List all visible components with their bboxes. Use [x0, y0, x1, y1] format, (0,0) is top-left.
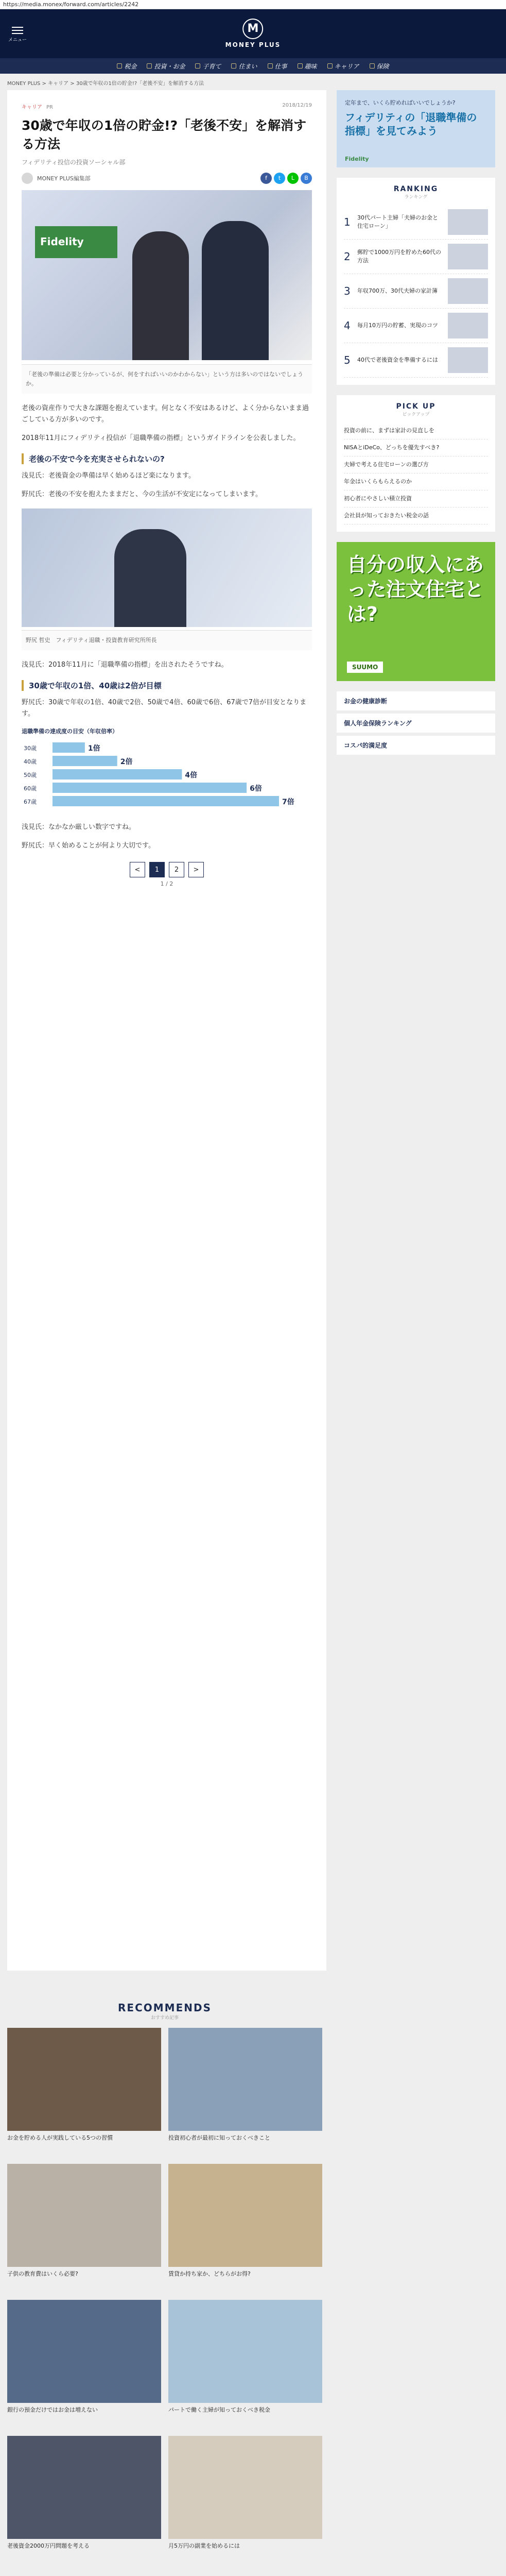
share-buttons [260, 173, 312, 184]
category-icon [117, 63, 122, 69]
category-icon [327, 63, 333, 69]
pickup-item[interactable]: 会社員が知っておきたい税金の話 [344, 507, 488, 524]
hamburger-icon [12, 27, 23, 34]
chart-title: 退職準備の達成度の目安（年収倍率） [22, 728, 118, 735]
site-header [0, 9, 506, 58]
facebook-icon[interactable]: f [260, 173, 272, 184]
card-image [168, 2028, 322, 2131]
thumbnail [448, 278, 488, 304]
thumbnail [448, 209, 488, 235]
ad-headline: 自分の収入にあった注文住宅とは? [347, 553, 484, 625]
line-icon[interactable]: L [287, 173, 299, 184]
chart-category-label: 60歳 [24, 785, 37, 792]
pickup-item[interactable]: NISAとiDeCo、どっちを優先すべき? [344, 439, 488, 456]
ranking-box [337, 178, 495, 385]
pagination [22, 862, 312, 877]
pr-tag: PR [46, 105, 53, 110]
person-silhouette [114, 529, 186, 627]
sidebar-link[interactable]: 個人年金保険ランキング [337, 714, 495, 733]
paragraph: 老後の資産作りで大きな課題を抱えています。何となく不安はあるけど、よく分からないまま過ごしている方が多いのです。 [22, 404, 309, 423]
menu-button[interactable] [7, 27, 28, 43]
chart-bar [53, 769, 182, 779]
category-nav [0, 58, 506, 74]
category-icon [147, 63, 152, 69]
pickup-title: PICK UP [396, 402, 436, 411]
ranking-item[interactable]: 3 年収700万、30代夫婦の家計簿 [344, 274, 488, 309]
chart-bar [53, 796, 279, 806]
page-info: 1 / 2 [160, 880, 173, 887]
nav-item[interactable]: 子育て [195, 62, 221, 71]
pager-prev[interactable]: < [130, 862, 145, 877]
site-logo[interactable] [225, 19, 281, 48]
article [7, 90, 326, 1971]
nav-item[interactable]: キャリア [327, 62, 359, 71]
logo-mark: M [243, 19, 264, 39]
paragraph: 野尻氏：早く始めることが何より大切です。 [22, 842, 155, 850]
recommend-card[interactable]: 老後資金2000万円問題を考える [7, 2436, 161, 2565]
pickup-subtitle: ピックアップ [402, 412, 430, 417]
hatena-icon[interactable]: B [301, 173, 312, 184]
suumo-ad[interactable] [337, 542, 495, 681]
pager-page-2[interactable]: 2 [169, 862, 184, 877]
chart-value-label: 4倍 [185, 771, 198, 779]
card-image [168, 2300, 322, 2403]
category-icon [231, 63, 236, 69]
paragraph: 浅見氏：なかなか厳しい数字ですね。 [22, 823, 136, 831]
chart-category-label: 67歳 [24, 799, 37, 805]
paragraph: 浅見氏：老後資金の準備は早く始めるほど楽になります。 [22, 472, 195, 480]
category-tag[interactable]: キャリア [22, 105, 42, 110]
interview-image [22, 509, 312, 627]
retirement-chart [22, 738, 310, 816]
author-name: MONEY PLUS編集部 [37, 175, 91, 182]
nav-item[interactable]: 投資・お金 [147, 62, 185, 71]
chart-bar [53, 756, 117, 766]
sidebar-link[interactable]: お金の健康診断 [337, 691, 495, 710]
paragraph: 浅見氏：2018年11月に「退職準備の指標」を出されたそうですね。 [22, 661, 228, 669]
pickup-item[interactable]: 夫婦で考える住宅ローンの選び方 [344, 456, 488, 473]
nav-item[interactable]: 税金 [117, 62, 136, 71]
card-image [168, 2164, 322, 2267]
ad-brand: Fidelity [345, 156, 369, 162]
ranking-title: RANKING [393, 185, 439, 193]
card-image [7, 2164, 161, 2267]
pager-page-1[interactable]: 1 [149, 862, 165, 877]
recommend-card[interactable]: パートで働く主婦が知っておくべき税金 [168, 2300, 322, 2429]
category-icon [298, 63, 303, 69]
category-icon [268, 63, 273, 69]
recommend-card[interactable]: お金を貯める人が実践している5つの習慣 [7, 2028, 161, 2157]
card-image [7, 2028, 161, 2131]
ad-text: 定年まで、いくら貯めればいいでしょうか? [345, 99, 456, 106]
article-date: 2018/12/19 [282, 103, 312, 108]
recommend-card[interactable]: 子供の教育費はいくら必要? [7, 2164, 161, 2293]
image-caption: 野尻 哲史 フィデリティ退職・投資教育研究所所長 [22, 630, 312, 650]
chart-category-label: 30歳 [24, 745, 37, 752]
recommend-card[interactable]: 投資初心者が最初に知っておくべきこと [168, 2028, 322, 2157]
person-silhouette [132, 231, 189, 360]
chart-bar [53, 783, 247, 793]
author [22, 173, 91, 184]
chart-category-label: 50歳 [24, 772, 37, 778]
ranking-subtitle: ランキング [404, 195, 428, 200]
fidelity-ad[interactable] [337, 90, 495, 167]
person-silhouette [202, 221, 269, 360]
article-title: 30歳で年収の1倍の貯金!?「老後不安」を解消する方法 [22, 118, 307, 151]
chart-value-label: 2倍 [120, 758, 133, 766]
nav-item[interactable]: 保険 [370, 62, 389, 71]
nav-item[interactable]: 住まい [231, 62, 257, 71]
ad-headline: フィデリティの「退職準備の指標」を見てみよう [345, 111, 477, 137]
chart-value-label: 6倍 [250, 785, 262, 793]
avatar [22, 173, 33, 184]
image-caption: 「老後の準備は必要と分かっているが、何をすればいいのかわからない」という方は多いのではないでしょうか。 [22, 364, 312, 394]
section-heading: 30歳で年収の1倍、40歳は2倍が目標 [22, 680, 312, 691]
recommend-card[interactable]: 賃貸か持ち家か、どちらがお得? [168, 2164, 322, 2293]
chart-category-label: 40歳 [24, 758, 37, 765]
card-image [7, 2300, 161, 2403]
ranking-item[interactable]: 2 郵貯で1000万円を貯めた60代の方法 [344, 240, 488, 274]
chart-value-label: 7倍 [282, 798, 294, 806]
recommends-subtitle: おすすめ記事 [150, 2015, 179, 2021]
ranking-item[interactable]: 4 毎月10万円の貯蓄、実現のコツ [344, 309, 488, 343]
ranking-item[interactable]: 1 30代パート主婦「夫婦のお金と住宅ローン」 [344, 205, 488, 240]
nav-item[interactable]: 仕事 [268, 62, 287, 71]
twitter-icon[interactable]: t [274, 173, 285, 184]
pickup-item[interactable]: 年金はいくらもらえるのか [344, 473, 488, 490]
article-subtitle: フィデリティ投信の投資ソーシャル部 [22, 159, 126, 166]
logo-text: MONEY PLUS [225, 41, 281, 48]
thumbnail [448, 313, 488, 338]
pager-next[interactable]: > [188, 862, 204, 877]
ranking-item[interactable]: 5 40代で老後資金を準備するには [344, 343, 488, 378]
card-image [7, 2436, 161, 2539]
thumbnail [448, 347, 488, 373]
chart-bar [53, 742, 85, 753]
pickup-box [337, 395, 495, 532]
paragraph: 2018年11月にフィデリティ投信が「退職準備の指標」というガイドラインを公表しました。 [22, 434, 300, 442]
section-heading: 老後の不安で今を充実させられないの? [22, 453, 312, 464]
recommends-title: RECOMMENDS [118, 2002, 212, 2014]
sidebar-link[interactable]: コスパ的満足度 [337, 736, 495, 755]
menu-label: メニュー [8, 38, 27, 43]
hero-image [22, 190, 312, 360]
category-icon [370, 63, 375, 69]
url-bar[interactable]: https://media.monex/forward.com/articles/2242 [0, 0, 506, 9]
category-icon [195, 63, 200, 69]
chart-value-label: 1倍 [88, 744, 100, 753]
recommend-card[interactable]: 銀行の預金だけではお金は増えない [7, 2300, 161, 2429]
recommend-card[interactable]: 月5万円の副業を始めるには [168, 2436, 322, 2565]
paragraph: 野尻氏：30歳で年収の1倍、40歳で2倍、50歳で4倍、60歳で6倍、67歳で7倍が目安となります。 [22, 699, 307, 718]
breadcrumb[interactable]: MONEY PLUS > キャリア > 30歳で年収の1倍の貯金!?「老後不安」を解消する方法 [7, 81, 204, 87]
pickup-item[interactable]: 投資の前に、まずは家計の見直しを [344, 422, 488, 439]
fidelity-logo: Fidelity [35, 226, 117, 258]
nav-item[interactable]: 趣味 [298, 62, 317, 71]
paragraph: 野尻氏：老後の不安を抱えたままだと、今の生活が不安定になってしまいます。 [22, 490, 262, 498]
recommends-section [0, 2002, 329, 2565]
thumbnail [448, 244, 488, 269]
ad-brand: SUUMO [347, 662, 383, 673]
pickup-item[interactable]: 初心者にやさしい積立投資 [344, 490, 488, 507]
card-image [168, 2436, 322, 2539]
sidebar [337, 90, 495, 1971]
